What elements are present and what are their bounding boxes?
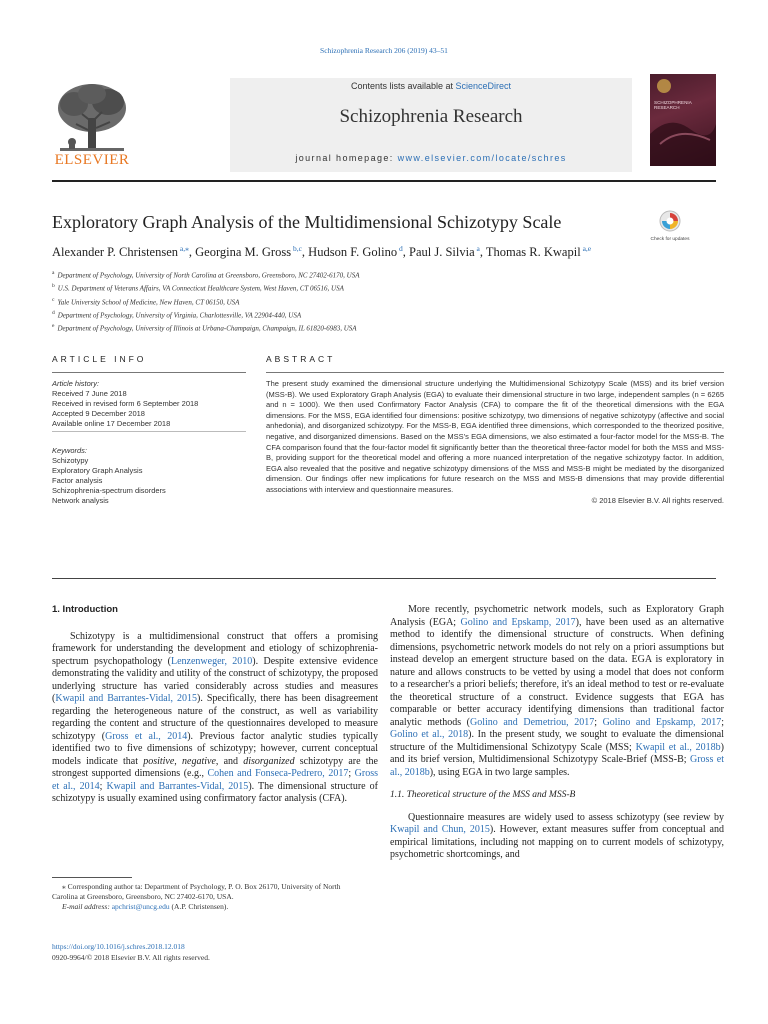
- cover-title: SCHIZOPHRENIA RESEARCH: [654, 100, 692, 111]
- emphasis-text: disorganized: [243, 755, 295, 767]
- footnote-rule: [52, 877, 132, 878]
- email-suffix: (A.P. Christensen).: [169, 902, 229, 911]
- history-divider: [52, 431, 246, 432]
- journal-title: Schizophrenia Research: [339, 106, 523, 127]
- citation-link[interactable]: Golino and Epskamp, 2017: [602, 716, 722, 728]
- subsection-heading: 1.1. Theoretical structure of the MSS and MSS-B: [390, 790, 576, 800]
- homepage-link[interactable]: www.elsevier.com/locate/schres: [397, 153, 567, 163]
- author-name: Alexander P. Christensen: [52, 245, 179, 260]
- abstract-text: The present study examined the dimensional structure underlying the Multidimensional Schizotypy Scale (MSS) and its brief version (MSS-B). We used Exploratory Graph Analysis (EGA) to evaluate their dimensional structure in two large, independent samples (n = 6265 and n = 1000). We then used Confirmatory Factor Analysis (CFA) to compare the fit of the theoretical dimensions with the EGA dimensions. For the MSS, EGA identified four dimensions: positive schizotypy, two dimensions of negative schizotypy (affective and social anhedonia), and disorganized schizotypy. For the MSS-B, EGA identified three dimensions, which corresponded to the theorized positive, negative, and disorganized dimensions. Based on the MSS's EGA dimensions, we also estimated a four-factor model for the MSS-B. The CFA comparison found that the four-factor model fit significantly better than the theoretical three-factor model for both the MSS and MSS-B, providing support for the theoretical model and offering a more nuanced interpretation of the negative schizotypy factor. In addition, EGA also revealed that the positive and negative schizotypy dimensions of the MSS and MSS-B might be mediated by the disorganized dimension. Our findings offer new implications for future research on the MSS and MSS-B dimensions that may provide differential associations with interview and questionnaire measures.: [266, 379, 724, 494]
- cover-art-icon: [650, 74, 716, 166]
- intro-heading: 1. Introduction: [52, 604, 118, 615]
- history-item: Available online 17 December 2018: [52, 419, 171, 428]
- abstract-copyright: © 2018 Elsevier B.V. All rights reserved.: [591, 495, 724, 505]
- journal-cover-image: [650, 74, 716, 166]
- affiliation-key: c: [52, 296, 55, 303]
- body-text: ). The dimensional structure of schizotypy is usually examined using confirmatory factor analysis (CFA).: [52, 780, 378, 804]
- author-name: Thomas R. Kwapil: [485, 245, 581, 260]
- body-text: , and: [215, 755, 244, 767]
- author-separator: ,: [188, 245, 196, 260]
- body-text: ), have been used as an alternative method to identify the dimensional structure of constructs. When defining dimensions, psychometric network models do not rely on a priori assumptions but instead develop an emergent structure based on the data. EGA is exploratory in nature and allows constructs to be vetted by using a model that does not conform to a researcher's a priori beliefs; therefore, it's an ideal method to test or re-evaluate the theoretical structure of a construct. Evidence suggests that EGA has comparable or better accuracy identifying dimensions than traditional factor analytic methods (: [390, 616, 724, 728]
- affiliation-item: [52, 295, 716, 308]
- header-rule: [52, 180, 716, 182]
- keyword-item: Factor analysis: [52, 476, 103, 485]
- keyword-item: Exploratory Graph Analysis: [52, 466, 143, 475]
- author-affiliation-marker[interactable]: a: [474, 244, 480, 253]
- affiliation-item: [52, 321, 716, 334]
- body-text: ;: [721, 716, 725, 728]
- affiliation-item: [52, 308, 716, 321]
- issn-line: 0920-9964/© 2018 Elsevier B.V. All rights reserved.: [52, 953, 210, 962]
- citation-link[interactable]: Gross et al., 2018b: [390, 754, 724, 778]
- contents-prefix: Contents lists available at: [350, 81, 456, 91]
- email-link[interactable]: apchrist@uncg.edu: [111, 902, 170, 911]
- abstract-body: [266, 379, 724, 506]
- body-text: More recently, psychometric network models, such as Exploratory Graph Analysis (EGA;: [390, 604, 724, 628]
- author-list: [52, 244, 716, 260]
- citation-link[interactable]: Kwapil et al., 2018b: [635, 741, 721, 753]
- affiliation-text: Yale University School of Medicine, New Haven, CT 06150, USA: [57, 297, 240, 306]
- author-name: Paul J. Silvia: [409, 245, 475, 260]
- author-affiliation-marker[interactable]: b,c: [291, 244, 302, 253]
- affiliation-item: [52, 268, 716, 281]
- history-item: Accepted 9 December 2018: [52, 409, 145, 418]
- citation-link[interactable]: Gross et al., 2014: [52, 768, 378, 792]
- history-label: Article history:: [52, 379, 100, 388]
- crossmark-icon: [659, 210, 681, 232]
- citation-link[interactable]: Golino and Epskamp, 2017: [460, 616, 576, 628]
- affiliation-item: [52, 281, 716, 294]
- article-info-heading: ARTICLE INFO: [52, 354, 147, 364]
- emphasis-text: positive: [143, 755, 175, 767]
- sciencedirect-link[interactable]: ScienceDirect: [455, 81, 512, 91]
- citation-link[interactable]: Golino and Demetriou, 2017: [470, 716, 595, 728]
- article-history: [52, 379, 252, 429]
- affiliation-key: d: [52, 309, 55, 316]
- abstract-rule: [266, 372, 724, 373]
- body-text: ). In the present study, we sought to evaluate the dimensional structure of the Multidimensional Schizotypy Scale (MSS;: [390, 729, 724, 753]
- body-text: ;: [99, 780, 107, 792]
- citation-link[interactable]: Golino et al., 2018: [390, 729, 469, 740]
- contents-line: [230, 81, 632, 91]
- body-text: ). However, extant measures suffer from conceptual and empirical limitations, including not mapping on to current models of schizotypy, psychometric shortcomings, and: [390, 824, 724, 860]
- abstract-bottom-rule: [52, 578, 716, 579]
- keywords-label: Keywords:: [52, 446, 88, 455]
- citation-link[interactable]: Lenzenweger, 2010: [171, 655, 253, 667]
- elsevier-logo: [52, 78, 132, 170]
- citation-link[interactable]: Kwapil and Barrantes-Vidal, 2015: [106, 780, 249, 792]
- affiliation-text: Department of Psychology, University of Virginia, Charlottesville, VA 22904-440, USA: [57, 311, 302, 320]
- crossmark-label: Check for updates: [650, 237, 690, 242]
- body-right-column: [390, 604, 724, 862]
- body-text: ), using EGA in two large samples.: [429, 766, 570, 778]
- affiliation-key: b: [52, 283, 55, 290]
- citation-link[interactable]: Cohen and Fonseca-Pedrero, 2017: [207, 768, 349, 779]
- body-text: ;: [348, 768, 355, 779]
- keyword-item: Network analysis: [52, 496, 109, 505]
- affiliation-text: Department of Psychology, University of North Carolina at Greensboro, Greensboro, NC 27402-6170, USA: [57, 271, 360, 280]
- affiliation-text: Department of Psychology, University of Illinois at Urbana-Champaign, Champaign, IL 61820-6983, USA: [57, 324, 357, 333]
- footnote-text: Corresponding author ta: Department of Psychology, P. O. Box 26170, University of North Carolina at Greensboro, Greensboro, NC 27402-6170, USA.: [52, 882, 341, 901]
- keyword-item: Schizotypy: [52, 456, 89, 465]
- body-text: ,: [174, 755, 183, 767]
- citation-link[interactable]: Gross et al., 2014: [105, 730, 188, 742]
- author-affiliation-marker[interactable]: a,e: [580, 244, 592, 253]
- publisher-wordmark: ELSEVIER: [54, 152, 130, 168]
- emphasis-text: negative: [182, 755, 216, 767]
- email-label: E-mail address:: [62, 902, 112, 911]
- article-info-rule: [52, 372, 246, 373]
- body-left-column: [52, 604, 378, 806]
- paper-title: Exploratory Graph Analysis of the Multidimensional Schizotypy Scale: [52, 212, 562, 232]
- body-text: schizotypy are the strongest supported dimensions (e.g.,: [52, 755, 378, 779]
- body-text: ) and its brief version, Multidimensional Schizotypy Scale-Brief (MSS-B;: [390, 741, 725, 765]
- body-text: Questionnaire measures are widely used to assess schizotypy (see review by: [408, 811, 724, 823]
- author-affiliation-marker[interactable]: d: [397, 244, 403, 253]
- doi-block: [52, 941, 372, 963]
- intro-paragraph-2: [390, 604, 724, 779]
- affiliation-list: [52, 268, 716, 335]
- doi-link[interactable]: https://doi.org/10.1016/j.schres.2018.12.018: [52, 942, 185, 951]
- history-item: Received 7 June 2018: [52, 389, 127, 398]
- affiliation-key: a: [52, 270, 55, 276]
- corresponding-author-footnote: [52, 882, 362, 912]
- journal-homepage: [230, 153, 632, 163]
- footnote-marker: ⁎: [62, 882, 66, 891]
- subsection-paragraph-1: [390, 812, 724, 862]
- body-text: ). Specifically, there has been disagreement regarding the heterogeneous nature of the construct, as well as variability regarding the content and structure of the questionnaires developed to measure schizotypy (: [52, 693, 378, 742]
- homepage-prefix: journal homepage:: [295, 153, 398, 163]
- author-affiliation-marker[interactable]: a,⁎: [178, 244, 189, 253]
- author-name: Hudson F. Golino: [308, 245, 398, 260]
- body-text: Schizotypy is a multidimensional construct that offers a promising framework for understanding the development and etiology of schizophrenia-spectrum psychopathology (: [52, 630, 378, 667]
- abstract-heading: ABSTRACT: [266, 354, 336, 364]
- keyword-item: Schizophrenia-spectrum disorders: [52, 486, 166, 495]
- citation-link[interactable]: Kwapil and Barrantes-Vidal, 2015: [55, 693, 198, 704]
- citation-link[interactable]: Kwapil and Chun, 2015: [390, 824, 490, 835]
- body-text: ;: [594, 716, 603, 728]
- body-text: ). Previous factor analytic studies typically identified two to five dimensions of schizotypy; however, current conceptual models indicate that: [52, 730, 378, 767]
- affiliation-text: U.S. Department of Veterans Affairs, VA Connecticut Healthcare System, West Haven, CT 06516, USA: [57, 284, 344, 293]
- keyword-list: [52, 456, 252, 506]
- author-separator: ,: [479, 245, 486, 260]
- author-name: Georgina M. Gross: [195, 245, 292, 260]
- intro-paragraph-1: [52, 631, 378, 806]
- author-separator: ,: [402, 245, 409, 260]
- journal-citation[interactable]: Schizophrenia Research 206 (2019) 43–51: [320, 46, 448, 55]
- crossmark-badge[interactable]: [650, 210, 690, 246]
- affiliation-key: e: [52, 323, 55, 330]
- author-separator: ,: [301, 245, 309, 260]
- history-item: Received in revised form 6 September 2018: [52, 399, 199, 408]
- history-list: [52, 389, 252, 429]
- body-text: ). Despite extensive evidence demonstrating the validity and utility of the construct of schizotypy, the proposed underlying structure has varied considerably across studies and measures (: [52, 655, 378, 704]
- keywords-block: [52, 446, 252, 506]
